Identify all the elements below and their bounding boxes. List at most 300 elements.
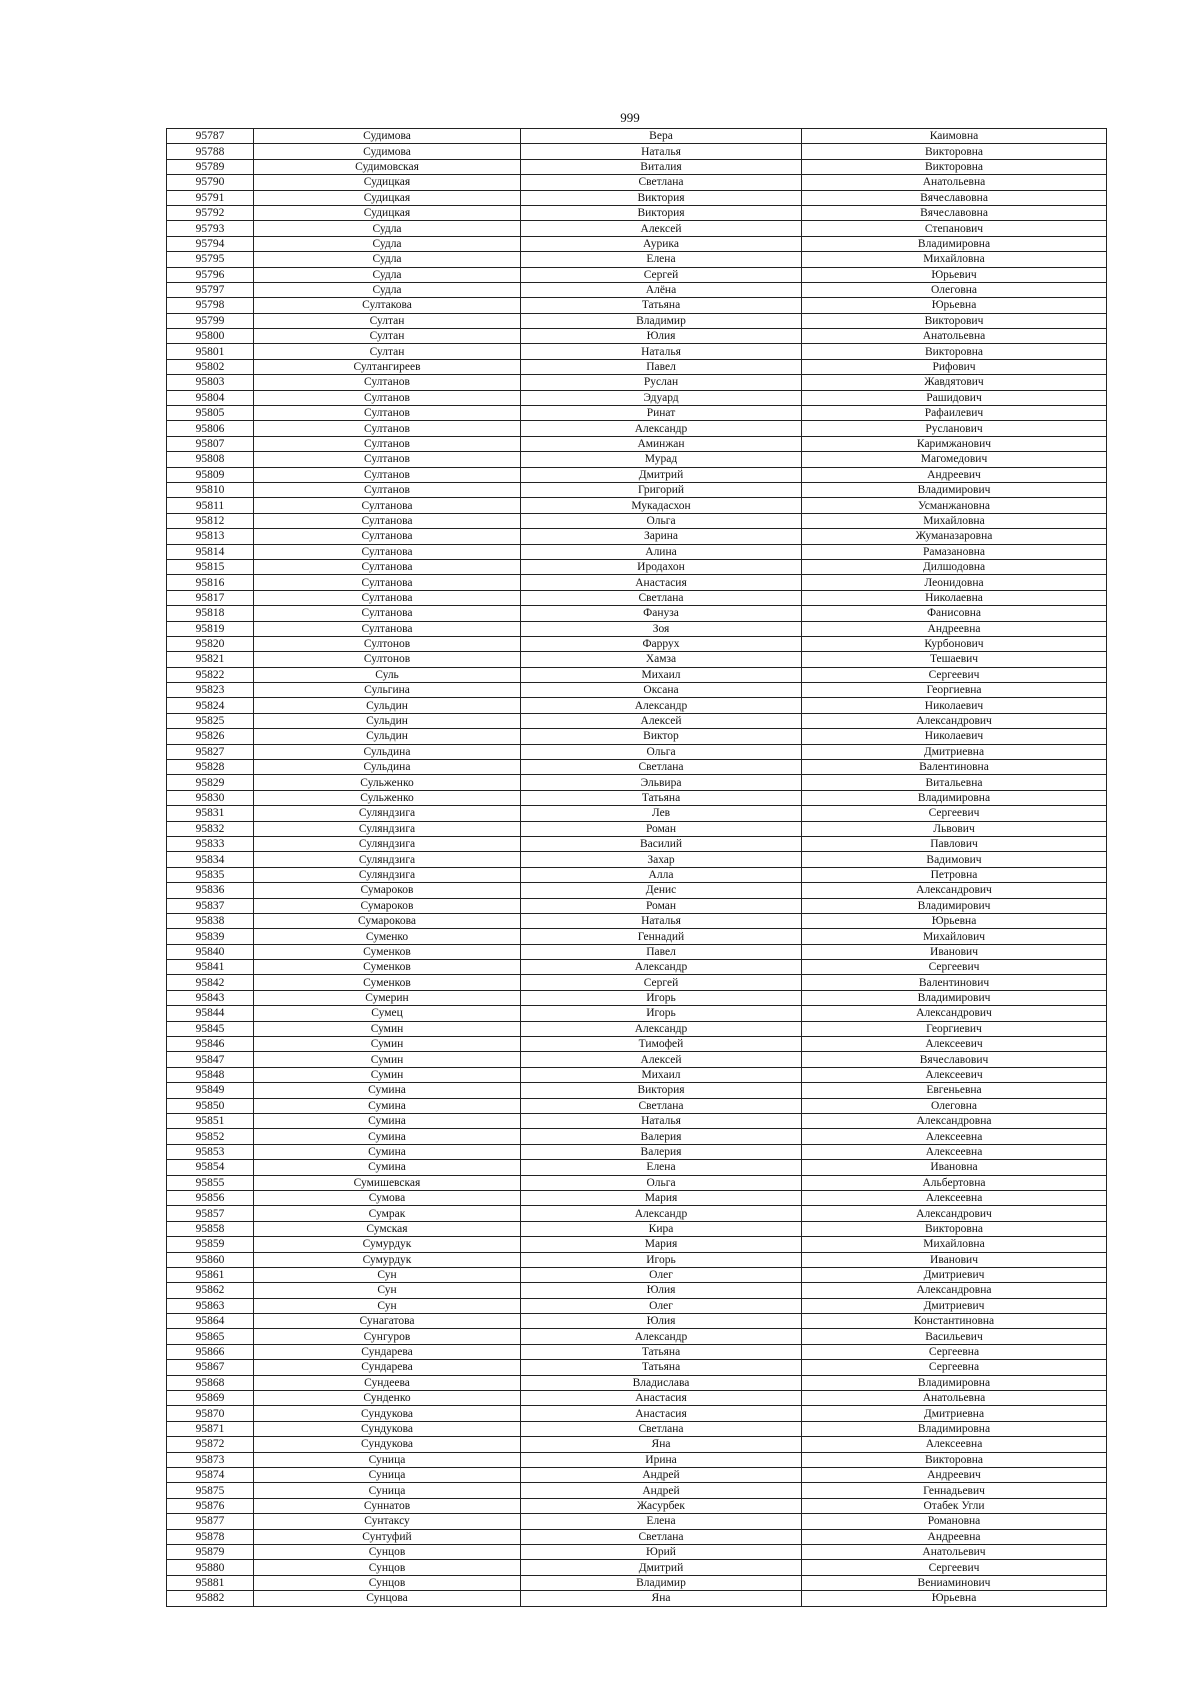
table-row (167, 1298, 1107, 1313)
record-number-cell: 95796 (167, 267, 254, 282)
table-row (167, 129, 1107, 144)
last-name-cell: Султанов (254, 375, 521, 390)
patronymic-cell: Николаевна (802, 590, 1107, 605)
patronymic-cell: Евгеньевна (802, 1083, 1107, 1098)
patronymic-cell: Витальевна (802, 775, 1107, 790)
patronymic-cell: Рифович (802, 359, 1107, 374)
last-name-cell: Сундарева (254, 1344, 521, 1359)
record-number-cell: 95815 (167, 559, 254, 574)
first-name-cell: Алексей (521, 713, 802, 728)
table-row (167, 1190, 1107, 1205)
last-name-cell: Судицкая (254, 190, 521, 205)
first-name-cell: Александр (521, 960, 802, 975)
record-number-cell: 95795 (167, 252, 254, 267)
first-name-cell: Светлана (521, 1421, 802, 1436)
last-name-cell: Сунцова (254, 1591, 521, 1606)
first-name-cell: Хамза (521, 652, 802, 667)
record-number-cell: 95804 (167, 390, 254, 405)
record-number-cell: 95787 (167, 129, 254, 144)
first-name-cell: Кира (521, 1221, 802, 1236)
patronymic-cell: Отабек Угли (802, 1498, 1107, 1513)
table-row (167, 1114, 1107, 1129)
table-row (167, 221, 1107, 236)
first-name-cell: Наталья (521, 1114, 802, 1129)
first-name-cell: Елена (521, 1160, 802, 1175)
record-number-cell: 95835 (167, 867, 254, 882)
record-number-cell: 95864 (167, 1314, 254, 1329)
table-row (167, 1360, 1107, 1375)
last-name-cell: Султангиреев (254, 359, 521, 374)
record-number-cell: 95881 (167, 1575, 254, 1590)
table-row (167, 867, 1107, 882)
patronymic-cell: Анатольевна (802, 175, 1107, 190)
patronymic-cell: Александрович (802, 1206, 1107, 1221)
table-row (167, 806, 1107, 821)
patronymic-cell: Усманжановна (802, 498, 1107, 513)
first-name-cell: Ирина (521, 1452, 802, 1467)
patronymic-cell: Александровна (802, 1283, 1107, 1298)
first-name-cell: Олег (521, 1298, 802, 1313)
first-name-cell: Зоя (521, 621, 802, 636)
first-name-cell: Светлана (521, 1529, 802, 1544)
patronymic-cell: Викторовна (802, 1221, 1107, 1236)
record-number-cell: 95866 (167, 1344, 254, 1359)
registry-table (166, 128, 1107, 1607)
record-number-cell: 95808 (167, 452, 254, 467)
table-row (167, 1391, 1107, 1406)
patronymic-cell: Геннадьевич (802, 1483, 1107, 1498)
table-row (167, 1083, 1107, 1098)
patronymic-cell: Алексеевна (802, 1190, 1107, 1205)
patronymic-cell: Рамазановна (802, 544, 1107, 559)
record-number-cell: 95797 (167, 282, 254, 297)
table-row (167, 1575, 1107, 1590)
record-number-cell: 95798 (167, 298, 254, 313)
patronymic-cell: Альбертовна (802, 1175, 1107, 1190)
record-number-cell: 95838 (167, 913, 254, 928)
last-name-cell: Суменков (254, 944, 521, 959)
first-name-cell: Виктория (521, 205, 802, 220)
patronymic-cell: Михайловна (802, 513, 1107, 528)
table-row (167, 1329, 1107, 1344)
last-name-cell: Султанов (254, 390, 521, 405)
patronymic-cell: Романовна (802, 1514, 1107, 1529)
table-row (167, 421, 1107, 436)
first-name-cell: Татьяна (521, 1360, 802, 1375)
record-number-cell: 95828 (167, 760, 254, 775)
table-row (167, 436, 1107, 451)
record-number-cell: 95873 (167, 1452, 254, 1467)
last-name-cell: Султанова (254, 606, 521, 621)
record-number-cell: 95811 (167, 498, 254, 513)
table-row (167, 1129, 1107, 1144)
patronymic-cell: Вячеславовна (802, 205, 1107, 220)
last-name-cell: Судицкая (254, 175, 521, 190)
record-number-cell: 95788 (167, 144, 254, 159)
last-name-cell: Сульдин (254, 698, 521, 713)
patronymic-cell: Георгиевна (802, 683, 1107, 698)
first-name-cell: Аминжан (521, 436, 802, 451)
table-row (167, 621, 1107, 636)
patronymic-cell: Иванович (802, 1252, 1107, 1267)
patronymic-cell: Георгиевич (802, 1021, 1107, 1036)
table-row (167, 990, 1107, 1005)
patronymic-cell: Александровна (802, 1114, 1107, 1129)
first-name-cell: Эдуард (521, 390, 802, 405)
last-name-cell: Сумова (254, 1190, 521, 1205)
last-name-cell: Судла (254, 252, 521, 267)
table-row (167, 929, 1107, 944)
record-number-cell: 95839 (167, 929, 254, 944)
first-name-cell: Александр (521, 1206, 802, 1221)
table-row (167, 452, 1107, 467)
last-name-cell: Сульженко (254, 790, 521, 805)
table-row (167, 1529, 1107, 1544)
first-name-cell: Игорь (521, 990, 802, 1005)
record-number-cell: 95834 (167, 852, 254, 867)
table-row (167, 175, 1107, 190)
first-name-cell: Фаррух (521, 636, 802, 651)
last-name-cell: Суляндзига (254, 821, 521, 836)
first-name-cell: Игорь (521, 1006, 802, 1021)
table-row (167, 852, 1107, 867)
first-name-cell: Василий (521, 836, 802, 851)
patronymic-cell: Алексеевна (802, 1129, 1107, 1144)
last-name-cell: Суменко (254, 929, 521, 944)
record-number-cell: 95792 (167, 205, 254, 220)
last-name-cell: Султанова (254, 513, 521, 528)
record-number-cell: 95861 (167, 1267, 254, 1282)
first-name-cell: Оксана (521, 683, 802, 698)
last-name-cell: Суменков (254, 975, 521, 990)
record-number-cell: 95801 (167, 344, 254, 359)
patronymic-cell: Рашидович (802, 390, 1107, 405)
record-number-cell: 95817 (167, 590, 254, 605)
table-row (167, 1206, 1107, 1221)
first-name-cell: Алёна (521, 282, 802, 297)
table-row (167, 236, 1107, 251)
record-number-cell: 95879 (167, 1544, 254, 1559)
last-name-cell: Султанов (254, 467, 521, 482)
record-number-cell: 95857 (167, 1206, 254, 1221)
patronymic-cell: Андреевна (802, 1529, 1107, 1544)
patronymic-cell: Сергеевич (802, 667, 1107, 682)
record-number-cell: 95877 (167, 1514, 254, 1529)
last-name-cell: Суляндзига (254, 806, 521, 821)
patronymic-cell: Вячеславовна (802, 190, 1107, 205)
first-name-cell: Мукадасхон (521, 498, 802, 513)
first-name-cell: Александр (521, 1021, 802, 1036)
record-number-cell: 95822 (167, 667, 254, 682)
last-name-cell: Судла (254, 282, 521, 297)
last-name-cell: Судимова (254, 144, 521, 159)
first-name-cell: Денис (521, 883, 802, 898)
patronymic-cell: Павлович (802, 836, 1107, 851)
patronymic-cell: Сергеевна (802, 1344, 1107, 1359)
record-number-cell: 95840 (167, 944, 254, 959)
table-row (167, 359, 1107, 374)
first-name-cell: Роман (521, 898, 802, 913)
patronymic-cell: Каимовна (802, 129, 1107, 144)
first-name-cell: Наталья (521, 144, 802, 159)
table-row (167, 1021, 1107, 1036)
patronymic-cell: Анатольевна (802, 329, 1107, 344)
last-name-cell: Сунцов (254, 1544, 521, 1559)
table-row (167, 606, 1107, 621)
last-name-cell: Сумец (254, 1006, 521, 1021)
last-name-cell: Сумурдук (254, 1252, 521, 1267)
patronymic-cell: Алексеевна (802, 1144, 1107, 1159)
first-name-cell: Алла (521, 867, 802, 882)
patronymic-cell: Викторович (802, 313, 1107, 328)
first-name-cell: Руслан (521, 375, 802, 390)
last-name-cell: Сумин (254, 1067, 521, 1082)
patronymic-cell: Каримжанович (802, 436, 1107, 451)
last-name-cell: Сумин (254, 1021, 521, 1036)
patronymic-cell: Олеговна (802, 1098, 1107, 1113)
first-name-cell: Александр (521, 421, 802, 436)
patronymic-cell: Михайловна (802, 252, 1107, 267)
first-name-cell: Роман (521, 821, 802, 836)
table-row (167, 913, 1107, 928)
first-name-cell: Аурика (521, 236, 802, 251)
first-name-cell: Тимофей (521, 1037, 802, 1052)
table-row (167, 1406, 1107, 1421)
first-name-cell: Алина (521, 544, 802, 559)
last-name-cell: Судла (254, 267, 521, 282)
patronymic-cell: Олеговна (802, 282, 1107, 297)
last-name-cell: Судимова (254, 129, 521, 144)
table-row (167, 1037, 1107, 1052)
table-row (167, 282, 1107, 297)
last-name-cell: Сульгина (254, 683, 521, 698)
last-name-cell: Сундукова (254, 1421, 521, 1436)
last-name-cell: Судла (254, 221, 521, 236)
table-row (167, 944, 1107, 959)
record-number-cell: 95799 (167, 313, 254, 328)
last-name-cell: Сумароков (254, 883, 521, 898)
last-name-cell: Сумская (254, 1221, 521, 1236)
patronymic-cell: Николаевич (802, 729, 1107, 744)
first-name-cell: Юлия (521, 1283, 802, 1298)
record-number-cell: 95826 (167, 729, 254, 744)
record-number-cell: 95818 (167, 606, 254, 621)
first-name-cell: Анастасия (521, 575, 802, 590)
first-name-cell: Алексей (521, 221, 802, 236)
table-row (167, 1267, 1107, 1282)
last-name-cell: Суляндзига (254, 836, 521, 851)
last-name-cell: Сундукова (254, 1437, 521, 1452)
table-row (167, 205, 1107, 220)
table-row (167, 883, 1107, 898)
table-row (167, 1421, 1107, 1436)
patronymic-cell: Тешаевич (802, 652, 1107, 667)
table-row (167, 713, 1107, 728)
first-name-cell: Татьяна (521, 1344, 802, 1359)
last-name-cell: Суница (254, 1452, 521, 1467)
table-row (167, 313, 1107, 328)
first-name-cell: Мурад (521, 452, 802, 467)
table-row (167, 698, 1107, 713)
first-name-cell: Светлана (521, 590, 802, 605)
last-name-cell: Султанова (254, 559, 521, 574)
first-name-cell: Анастасия (521, 1391, 802, 1406)
first-name-cell: Юлия (521, 1314, 802, 1329)
patronymic-cell: Викторовна (802, 159, 1107, 174)
table-row (167, 1344, 1107, 1359)
patronymic-cell: Вадимович (802, 852, 1107, 867)
record-number-cell: 95878 (167, 1529, 254, 1544)
last-name-cell: Сульдин (254, 729, 521, 744)
last-name-cell: Судла (254, 236, 521, 251)
patronymic-cell: Анатольевна (802, 1391, 1107, 1406)
patronymic-cell: Андреевна (802, 621, 1107, 636)
record-number-cell: 95847 (167, 1052, 254, 1067)
record-number-cell: 95876 (167, 1498, 254, 1513)
patronymic-cell: Жуманазаровна (802, 529, 1107, 544)
record-number-cell: 95821 (167, 652, 254, 667)
patronymic-cell: Викторовна (802, 1452, 1107, 1467)
first-name-cell: Наталья (521, 344, 802, 359)
last-name-cell: Сумароков (254, 898, 521, 913)
table-row (167, 390, 1107, 405)
first-name-cell: Виктор (521, 729, 802, 744)
first-name-cell: Владислава (521, 1375, 802, 1390)
last-name-cell: Сумина (254, 1160, 521, 1175)
record-number-cell: 95819 (167, 621, 254, 636)
patronymic-cell: Владимировна (802, 236, 1107, 251)
patronymic-cell: Дмитриевич (802, 1298, 1107, 1313)
last-name-cell: Сумина (254, 1129, 521, 1144)
patronymic-cell: Николаевич (802, 698, 1107, 713)
last-name-cell: Сундукова (254, 1406, 521, 1421)
record-number-cell: 95789 (167, 159, 254, 174)
table-row (167, 1314, 1107, 1329)
record-number-cell: 95846 (167, 1037, 254, 1052)
first-name-cell: Елена (521, 1514, 802, 1529)
table-row (167, 298, 1107, 313)
record-number-cell: 95830 (167, 790, 254, 805)
table-row (167, 1144, 1107, 1159)
patronymic-cell: Владимировна (802, 1421, 1107, 1436)
table-row (167, 1483, 1107, 1498)
record-number-cell: 95803 (167, 375, 254, 390)
record-number-cell: 95863 (167, 1298, 254, 1313)
first-name-cell: Юлия (521, 329, 802, 344)
last-name-cell: Султанов (254, 482, 521, 497)
last-name-cell: Сумин (254, 1052, 521, 1067)
record-number-cell: 95868 (167, 1375, 254, 1390)
last-name-cell: Султанов (254, 421, 521, 436)
table-row (167, 729, 1107, 744)
patronymic-cell: Андреевич (802, 467, 1107, 482)
last-name-cell: Сун (254, 1267, 521, 1282)
record-number-cell: 95820 (167, 636, 254, 651)
table-row (167, 482, 1107, 497)
table-row (167, 544, 1107, 559)
last-name-cell: Султан (254, 329, 521, 344)
first-name-cell: Дмитрий (521, 467, 802, 482)
first-name-cell: Ольга (521, 744, 802, 759)
first-name-cell: Жасурбек (521, 1498, 802, 1513)
last-name-cell: Султакова (254, 298, 521, 313)
last-name-cell: Суляндзига (254, 852, 521, 867)
registry-body (167, 129, 1107, 1607)
first-name-cell: Эльвира (521, 775, 802, 790)
table-row (167, 1175, 1107, 1190)
first-name-cell: Валерия (521, 1129, 802, 1144)
record-number-cell: 95851 (167, 1114, 254, 1129)
last-name-cell: Сульдин (254, 713, 521, 728)
record-number-cell: 95841 (167, 960, 254, 975)
record-number-cell: 95867 (167, 1360, 254, 1375)
first-name-cell: Лев (521, 806, 802, 821)
first-name-cell: Светлана (521, 760, 802, 775)
table-row (167, 1160, 1107, 1175)
record-number-cell: 95860 (167, 1252, 254, 1267)
first-name-cell: Наталья (521, 913, 802, 928)
table-row (167, 1467, 1107, 1482)
first-name-cell: Мария (521, 1237, 802, 1252)
table-row (167, 667, 1107, 682)
table-row (167, 513, 1107, 528)
record-number-cell: 95848 (167, 1067, 254, 1082)
record-number-cell: 95809 (167, 467, 254, 482)
patronymic-cell: Васильевич (802, 1329, 1107, 1344)
last-name-cell: Сунагатова (254, 1314, 521, 1329)
patronymic-cell: Александрович (802, 713, 1107, 728)
last-name-cell: Сунтаксу (254, 1514, 521, 1529)
patronymic-cell: Михайлович (802, 929, 1107, 944)
record-number-cell: 95870 (167, 1406, 254, 1421)
record-number-cell: 95882 (167, 1591, 254, 1606)
first-name-cell: Светлана (521, 175, 802, 190)
table-row (167, 836, 1107, 851)
patronymic-cell: Дмитриевна (802, 1406, 1107, 1421)
first-name-cell: Павел (521, 944, 802, 959)
first-name-cell: Михаил (521, 667, 802, 682)
record-number-cell: 95814 (167, 544, 254, 559)
first-name-cell: Александр (521, 698, 802, 713)
last-name-cell: Сун (254, 1298, 521, 1313)
last-name-cell: Сульдина (254, 760, 521, 775)
patronymic-cell: Александрович (802, 883, 1107, 898)
first-name-cell: Владимир (521, 313, 802, 328)
first-name-cell: Татьяна (521, 298, 802, 313)
patronymic-cell: Алексеевна (802, 1437, 1107, 1452)
table-row (167, 775, 1107, 790)
patronymic-cell: Вениаминович (802, 1575, 1107, 1590)
patronymic-cell: Леонидовна (802, 575, 1107, 590)
table-row (167, 329, 1107, 344)
patronymic-cell: Владимирович (802, 990, 1107, 1005)
patronymic-cell: Степанович (802, 221, 1107, 236)
record-number-cell: 95871 (167, 1421, 254, 1436)
first-name-cell: Андрей (521, 1467, 802, 1482)
last-name-cell: Суница (254, 1467, 521, 1482)
table-row (167, 898, 1107, 913)
patronymic-cell: Валентиновна (802, 760, 1107, 775)
record-number-cell: 95812 (167, 513, 254, 528)
table-row (167, 529, 1107, 544)
patronymic-cell: Владимирович (802, 898, 1107, 913)
table-row (167, 1560, 1107, 1575)
patronymic-cell: Иванович (802, 944, 1107, 959)
last-name-cell: Султанова (254, 575, 521, 590)
patronymic-cell: Жавдятович (802, 375, 1107, 390)
table-row (167, 1067, 1107, 1082)
first-name-cell: Анастасия (521, 1406, 802, 1421)
